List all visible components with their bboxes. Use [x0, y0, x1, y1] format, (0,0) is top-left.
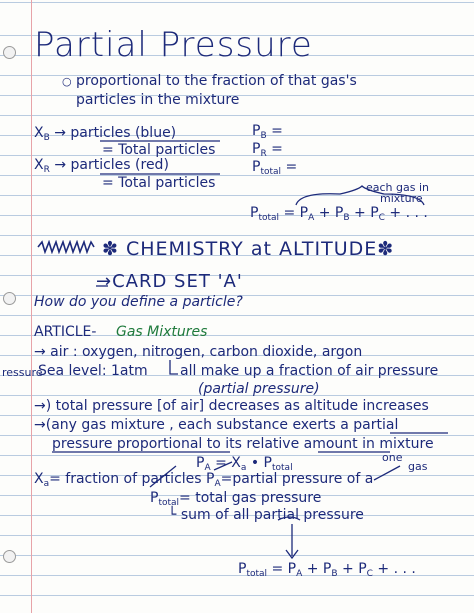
article-title: Gas Mixtures: [116, 324, 208, 340]
sum-formula: $P_{total} = P_A + P_B + P_C$ + . . .: [250, 205, 428, 223]
any-gas-line: →(any gas mixture , each substance exerts a partial: [34, 417, 399, 433]
pressure-proportional-line: pressure proportional to its relative amount in mixture: [52, 436, 434, 452]
each-gas-annotation-1: each gas in: [366, 181, 430, 194]
xb-denominator: = Total particles: [102, 142, 216, 158]
pa-formula: $P_A = X_a$ • $P_{total}$: [196, 455, 293, 473]
xr-definition: $X_R$ → particles (red): [34, 157, 169, 175]
all-make-up-line: all make up a fraction of air pressure: [180, 363, 439, 379]
final-formula: $P_{total} = P_A + P_B + P_C$ + . . .: [238, 561, 416, 579]
air-composition-line: → air : oxygen, nitrogen, carbon dioxide, argon: [34, 344, 363, 360]
pb-definition: $P_B$ =: [252, 123, 283, 141]
page-title: Partial Pressure: [34, 25, 313, 65]
xa-definition: $X_a=$ fraction of particles: [34, 471, 202, 489]
xb-definition: $X_B$ → particles (blue): [34, 125, 177, 143]
total-pressure-line: →) total pressure [of air] decreases as altitude increases: [34, 398, 429, 414]
pa-partial-definition: $P_A=partial$ pressure of a: [206, 471, 374, 489]
question-line: How do you define a particle?: [34, 294, 243, 310]
gas-word: gas: [408, 460, 428, 473]
bullet-line-2: particles in the mixture: [76, 92, 240, 108]
one-gas-annotation: one: [382, 451, 403, 464]
partial-pressure-paren: (partial pressure): [198, 381, 320, 397]
bullet-line-1: proportional to the fraction of that gas's: [76, 73, 357, 89]
margin-note: ressure: [2, 366, 43, 379]
sum-of-line: └ sum of all partial pressure: [168, 507, 364, 523]
article-label: ARTICLE-: [34, 324, 97, 340]
bullet-icon: ○: [62, 75, 72, 88]
sea-level-line: Sea level: 1atm: [38, 363, 148, 379]
each-gas-annotation-2: mixture: [380, 192, 423, 205]
chemistry-heading: ✽ CHEMISTRY at ALTITUDE✽: [102, 238, 395, 260]
xr-denominator: = Total particles: [102, 175, 216, 191]
ptotal-definition-line: $P_{total}=$ total gas pressure: [150, 490, 322, 508]
ptotal-definition: $P_{total}$ =: [252, 159, 298, 177]
pr-definition: $P_R$ =: [252, 141, 283, 159]
card-set-heading: →CARD SET 'A': [96, 271, 243, 292]
